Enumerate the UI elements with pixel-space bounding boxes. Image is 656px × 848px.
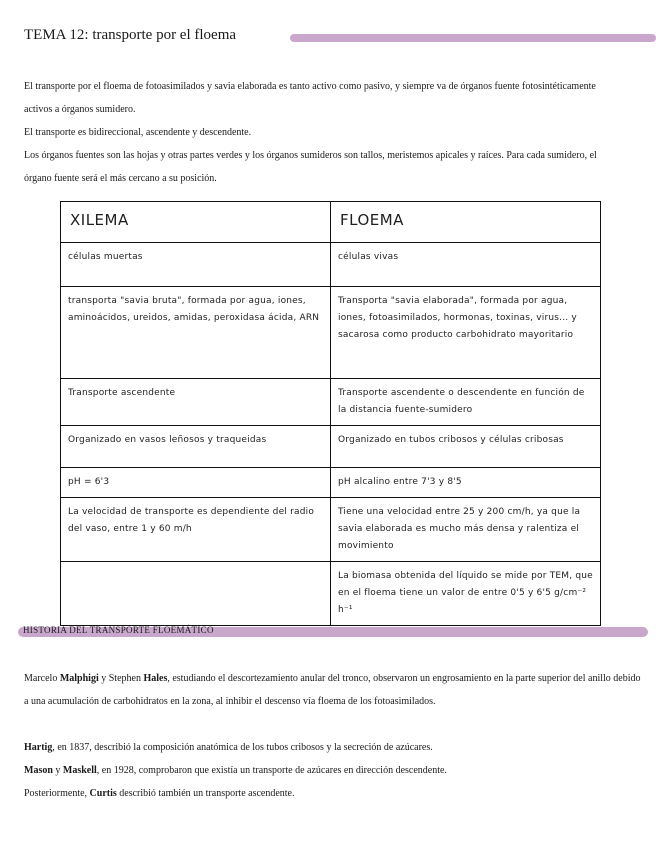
- cell-xilema: Transporte ascendente: [61, 379, 331, 426]
- name-maskell: Maskell: [62, 765, 97, 776]
- table-row: [61, 243, 601, 287]
- cell-floema: Organizado en tubos cribosos y células cribosas: [331, 426, 601, 468]
- table-row: [61, 379, 601, 426]
- text-span: , en 1837, describió la composición anatómica de los tubos cribosos y la secreción de azúcares.: [52, 742, 433, 753]
- cell-xilema: células muertas: [61, 243, 331, 287]
- header-xilema: XILEMA: [61, 202, 331, 243]
- intro-paragraph-2: El transporte es bidireccional, ascendente y descendente.: [24, 127, 252, 138]
- cell-floema: Transporta "savia elaborada", formada por agua, iones, fotoasimilados, hormonas, toxinas, virus... y sacarosa como producto carbohidrato mayoritario: [331, 287, 601, 379]
- cell-floema: La biomasa obtenida del líquido se mide por TEM, que en el floema tiene un valor de entre 0'5 y 6'5 g/cm⁻² h⁻¹: [331, 562, 601, 626]
- table-header-row: [61, 202, 601, 243]
- name-hartig: Hartig: [24, 742, 53, 753]
- header-floema: FLOEMA: [331, 202, 601, 243]
- table-row: [61, 426, 601, 468]
- text-span: describió también un transporte ascendente.: [116, 788, 295, 799]
- name-mason: Mason: [24, 765, 53, 776]
- table-row: [61, 468, 601, 498]
- text-span: y: [52, 765, 63, 776]
- text-span: y Stephen: [98, 673, 144, 684]
- name-malphigi: Malphigi: [59, 673, 99, 684]
- name-hales: Hales: [143, 673, 168, 684]
- cell-floema: Tiene una velocidad entre 25 y 200 cm/h, ya que la savia elaborada es mucho más densa y ralentiza el movimiento: [331, 498, 601, 562]
- text-span: , en 1928, comprobaron que existía un transporte de azúcares en dirección descendente.: [96, 765, 447, 776]
- history-paragraph-3: [24, 759, 644, 782]
- cell-xilema: La velocidad de transporte es dependiente del radio del vaso, entre 1 y 60 m/h: [61, 498, 331, 562]
- table-row: [61, 287, 601, 379]
- section-title: HISTORIA DEL TRANSPORTE FLOEMÁTICO: [23, 625, 214, 635]
- name-curtis: Curtis: [89, 788, 117, 799]
- title-highlight-bar: [290, 34, 656, 42]
- text-span: Marcelo: [24, 673, 60, 684]
- intro-paragraph-1: El transporte por el floema de fotoasimilados y savia elaborada es tanto activo como pasivo, y siempre va de órganos fuente fotosintéticamente activos a órganos sumidero.: [24, 81, 596, 115]
- page-title: TEMA 12: transporte por el floema: [24, 27, 237, 43]
- text-span: , estudiando el descortezamiento anular del tronco, observaron un engrosamiento en la parte superior del anillo debido a una acumulación de carbohidratos en la zona, al inhibir el descenso vía floema de los fotoasimilados.: [24, 673, 641, 707]
- text-span: Posteriormente,: [24, 788, 90, 799]
- table-row: [61, 498, 601, 562]
- cell-floema: células vivas: [331, 243, 601, 287]
- cell-xilema: transporta "savia bruta", formada por agua, iones, aminoácidos, ureidos, amidas, peroxidasa ácida, ARN: [61, 287, 331, 379]
- cell-floema: pH alcalino entre 7'3 y 8'5: [331, 468, 601, 498]
- history-paragraph-4: [24, 782, 644, 805]
- title-row: [24, 27, 656, 47]
- comparison-table: [60, 201, 601, 626]
- history-paragraph-1: [24, 667, 644, 713]
- table-row: [61, 562, 601, 626]
- cell-floema: Transporte ascendente o descendente en función de la distancia fuente-sumidero: [331, 379, 601, 426]
- cell-xilema: pH = 6'3: [61, 468, 331, 498]
- history-paragraph-2: [24, 736, 644, 759]
- cell-xilema: [61, 562, 331, 626]
- intro-paragraph-3: Los órganos fuentes son las hojas y otras partes verdes y los órganos sumideros son tallos, meristemos apicales y raíces. Para cada sumidero, el órgano fuente será el más cercano a su posición.: [24, 150, 597, 184]
- cell-xilema: Organizado en vasos leñosos y traqueidas: [61, 426, 331, 468]
